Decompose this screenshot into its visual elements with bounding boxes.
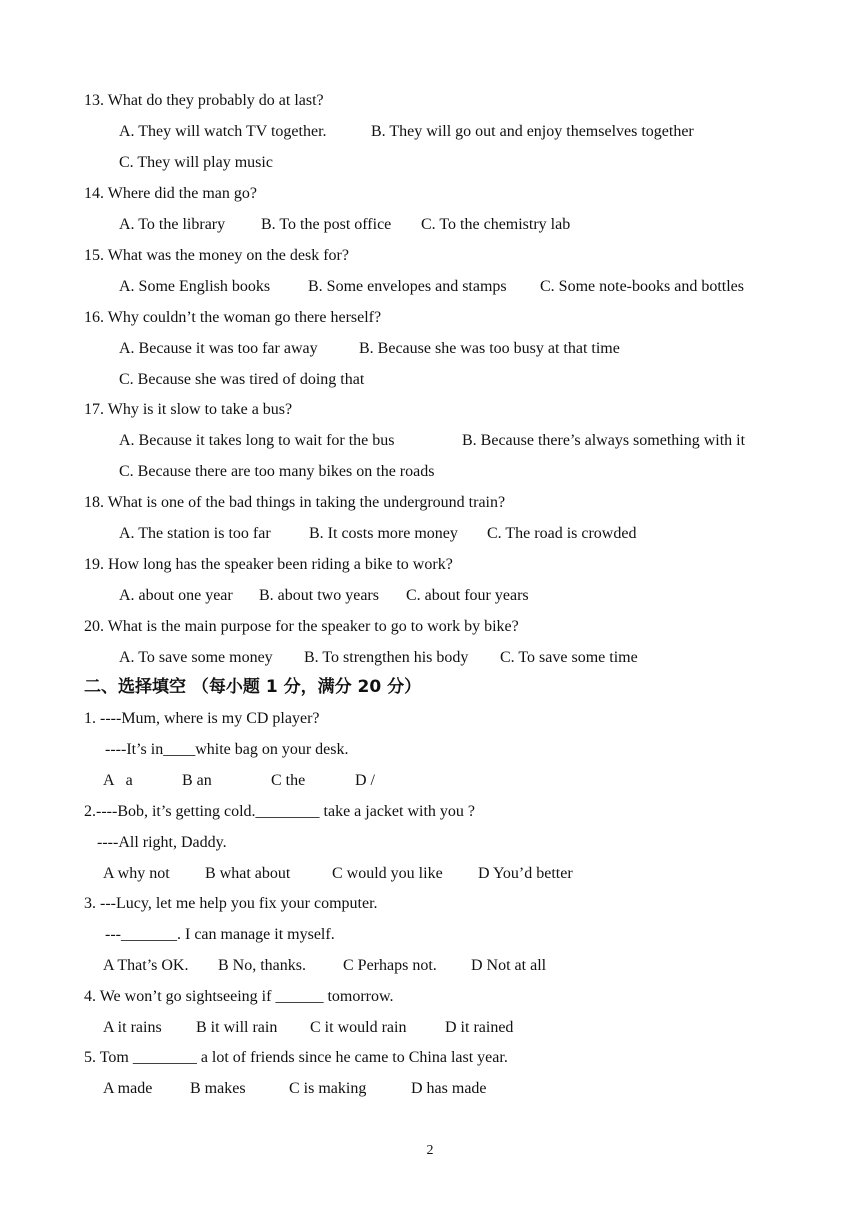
question-17: 17. Why is it slow to take a bus? bbox=[84, 401, 293, 418]
option-19-a: A. about one year bbox=[119, 587, 233, 604]
s2-question-3: 3. ---Lucy, let me help you fix your computer. bbox=[84, 895, 378, 912]
section-heading: 二、选择填空 （每小题 1 分，满分 20 分） bbox=[84, 677, 422, 697]
s2-option-1-c: C the bbox=[271, 772, 306, 789]
s2-question-5: 5. Tom ________ a lot of friends since he came to China last year. bbox=[84, 1049, 508, 1066]
s2-option-2-a: A why not bbox=[103, 865, 170, 882]
option-15-a: A. Some English books bbox=[119, 278, 271, 295]
s2-option-1-d: D / bbox=[355, 772, 375, 789]
s2-option-2-b: B what about bbox=[205, 865, 291, 882]
s2-option-4-b: B it will rain bbox=[196, 1019, 278, 1036]
page-number: 2 bbox=[426, 1143, 434, 1158]
option-18-c: C. The road is crowded bbox=[487, 525, 637, 542]
option-15-b: B. Some envelopes and stamps bbox=[308, 278, 507, 295]
option-16-c: C. Because she was tired of doing that bbox=[119, 371, 365, 388]
option-17-c: C. Because there are too many bikes on the roads bbox=[119, 463, 435, 480]
s2-question-2: 2.----Bob, it’s getting cold.________ take a jacket with you ? bbox=[84, 803, 476, 820]
option-14-b: B. To the post office bbox=[261, 216, 392, 233]
s2-option-4-d: D it rained bbox=[445, 1019, 514, 1036]
option-20-c: C. To save some time bbox=[500, 649, 638, 666]
option-18-b: B. It costs more money bbox=[309, 525, 458, 542]
option-19-c: C. about four years bbox=[406, 587, 529, 604]
option-20-b: B. To strengthen his body bbox=[304, 649, 469, 666]
option-17-a: A. Because it takes long to wait for the bus bbox=[119, 432, 395, 449]
s2-question-4: 4. We won’t go sightseeing if ______ tomorrow. bbox=[84, 988, 394, 1005]
option-14-a: A. To the library bbox=[119, 216, 226, 233]
option-13-b: B. They will go out and enjoy themselves together bbox=[371, 123, 694, 140]
option-20-a: A. To save some money bbox=[119, 649, 273, 666]
question-14: 14. Where did the man go? bbox=[84, 185, 257, 202]
option-13-a: A. They will watch TV together. bbox=[119, 123, 327, 140]
question-13: 13. What do they probably do at last? bbox=[84, 92, 324, 109]
s2-option-1-a: A a bbox=[103, 772, 133, 789]
question-19: 19. How long has the speaker been riding a bike to work? bbox=[84, 556, 453, 573]
question-16: 16. Why couldn’t the woman go there herself? bbox=[84, 309, 382, 326]
question-15: 15. What was the money on the desk for? bbox=[84, 247, 349, 264]
s2-option-5-c: C is making bbox=[289, 1080, 367, 1097]
s2-option-1-b: B an bbox=[182, 772, 212, 789]
s2-question-3-reply: ---_______. I can manage it myself. bbox=[105, 926, 335, 943]
option-19-b: B. about two years bbox=[259, 587, 379, 604]
s2-option-3-a: A That’s OK. bbox=[103, 957, 189, 974]
option-15-c: C. Some note-books and bottles bbox=[540, 278, 744, 295]
question-18: 18. What is one of the bad things in taking the underground train? bbox=[84, 494, 506, 511]
s2-option-3-c: C Perhaps not. bbox=[343, 957, 437, 974]
question-20: 20. What is the main purpose for the speaker to go to work by bike? bbox=[84, 618, 519, 635]
s2-option-2-c: C would you like bbox=[332, 865, 443, 882]
s2-option-2-d: D You’d better bbox=[478, 865, 573, 882]
option-18-a: A. The station is too far bbox=[119, 525, 271, 542]
s2-option-3-d: D Not at all bbox=[471, 957, 547, 974]
s2-option-5-b: B makes bbox=[190, 1080, 246, 1097]
option-16-a: A. Because it was too far away bbox=[119, 340, 318, 357]
s2-question-1-reply: ----It’s in____white bag on your desk. bbox=[105, 741, 349, 758]
s2-option-4-a: A it rains bbox=[103, 1019, 162, 1036]
s2-option-4-c: C it would rain bbox=[310, 1019, 407, 1036]
option-17-b: B. Because there’s always something with it bbox=[462, 432, 746, 449]
option-13-c: C. They will play music bbox=[119, 154, 273, 171]
option-14-c: C. To the chemistry lab bbox=[421, 216, 571, 233]
s2-option-5-d: D has made bbox=[411, 1080, 487, 1097]
option-16-b: B. Because she was too busy at that time bbox=[359, 340, 620, 357]
s2-question-2-reply: ----All right, Daddy. bbox=[97, 834, 227, 851]
s2-option-5-a: A made bbox=[103, 1080, 153, 1097]
s2-option-3-b: B No, thanks. bbox=[218, 957, 306, 974]
s2-question-1: 1. ----Mum, where is my CD player? bbox=[84, 710, 320, 727]
